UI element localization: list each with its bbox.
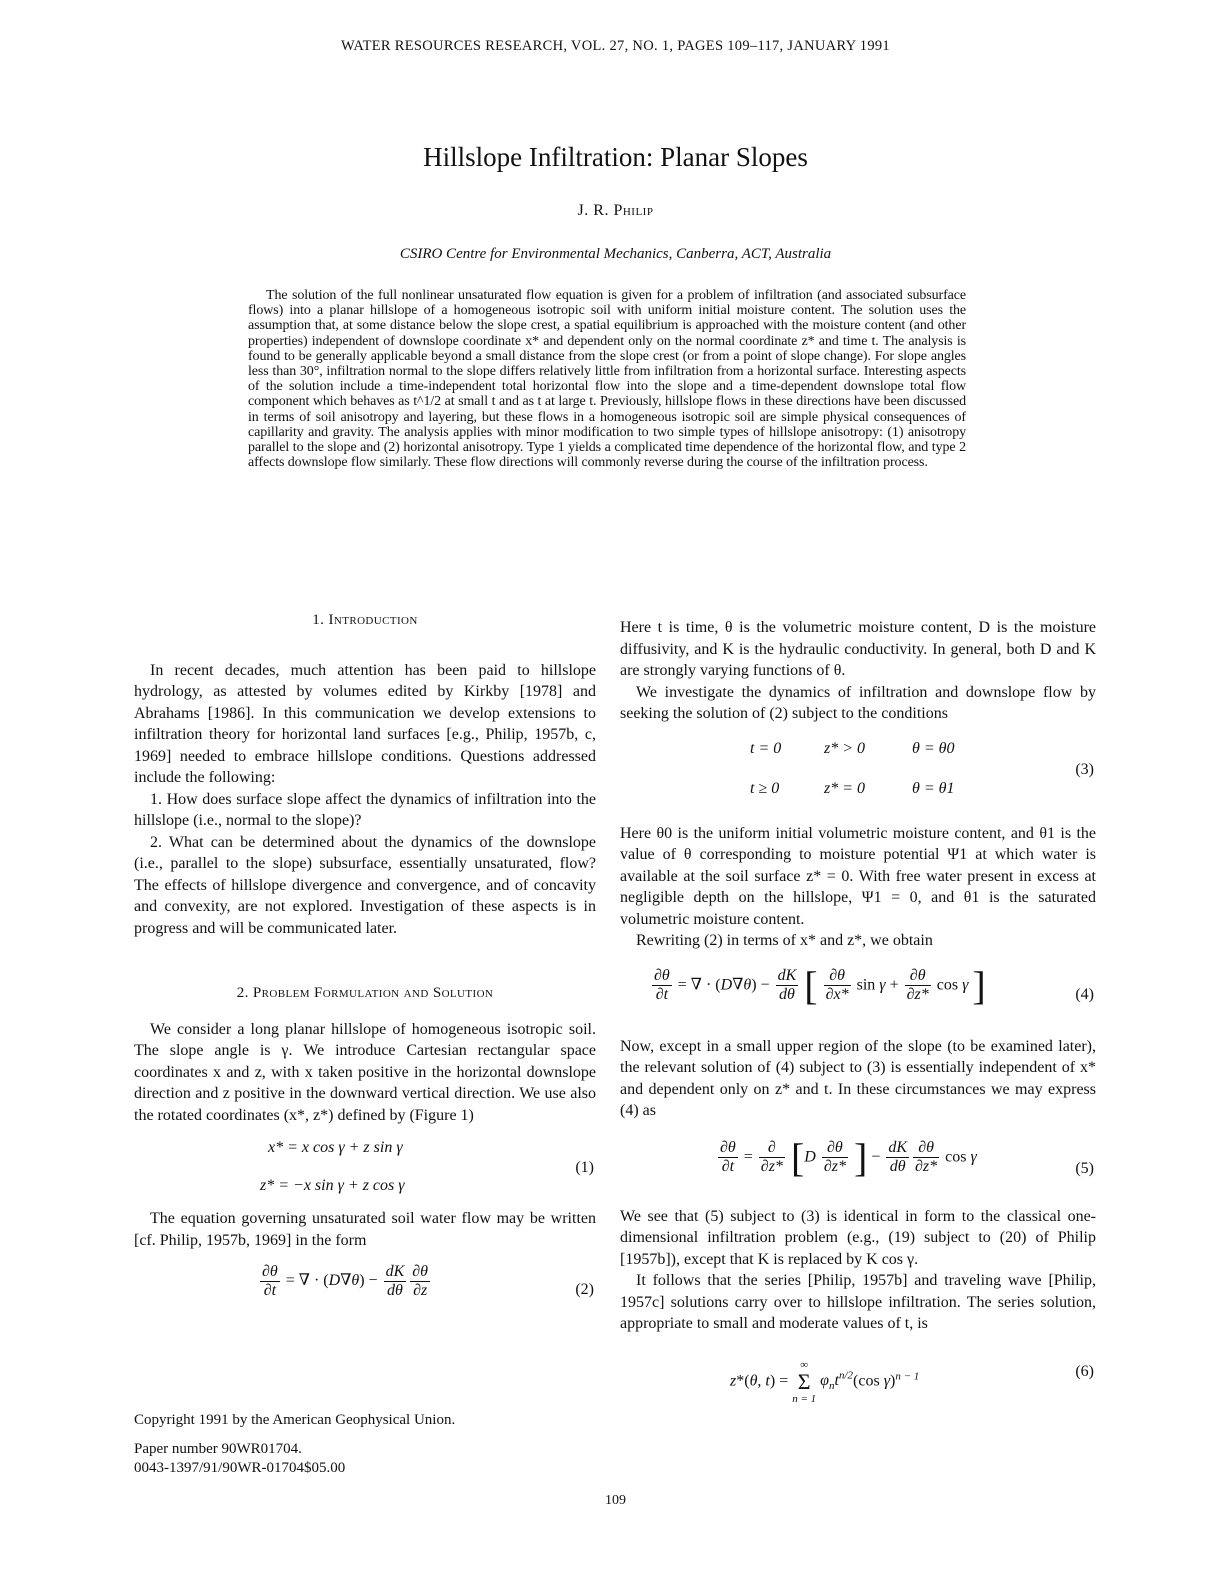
affiliation: CSIRO Centre for Environmental Mechanics, Canberra, ACT, Australia [399, 246, 832, 262]
paragraph: 2. What can be determined about the dynamics of the downslope (i.e., parallel to the slope) subsurface, essentially unsaturated, flow? The effects of hillslope divergence and convergence, and of concavity and convexity, are not explored. Investigation of these aspects is in progress and will be communicated later. [134, 833, 596, 937]
right-column [620, 617, 1096, 1403]
section-heading-problem: 2. Problem Formulation and Solution [236, 985, 494, 1001]
journal-header: WATER RESOURCES RESEARCH, VOL. 27, NO. 1, PAGES 109–117, JANUARY 1991 [341, 38, 890, 54]
copyright-note: Copyright 1991 by the American Geophysical Union. [134, 1412, 456, 1428]
paragraph: Rewriting (2) in terms of x* and z*, we obtain [636, 932, 933, 949]
paragraph: 1. How does surface slope affect the dynamics of infiltration into the hillslope (i.e., normal to the slope)? [134, 790, 596, 829]
equation-4: $\frac{\partial\theta}{\partial t}$ = ∇ · (D∇θ) − $\frac{dK}{d\theta}$ [ $\frac{\partial\theta}{\partial x*}$ sin γ + $\frac{\partial\theta}{\partial z*}$ cos γ ] (4) [654, 962, 1094, 1008]
paragraph: We investigate the dynamics of infiltration and downslope flow by seeking the solution of (2) subject to the conditions [620, 683, 1096, 722]
paragraph: In recent decades, much attention has been paid to hillslope hydrology, as attested by volumes edited by Kirkby [1978] and Abrahams [1986]. In this communication we develop extensions to infiltration theory for horizontal land surfaces [e.g., Philip, 1957b, c, 1969] needed to embrace hillslope conditions. Questions addressed include the following: [134, 661, 596, 786]
equation-3: t = 0 z* > 0 θ = θ0 t ≥ 0 z* = 0 θ = θ1 (3) [750, 739, 1094, 797]
paragraph: Here θ0 is the uniform initial volumetric moisture content, and θ1 is the value of θ corresponding to moisture potential Ψ1 at which water is available at the soil surface z* = 0. With free water present in excess at negligible depth on the hillslope, Ψ1 = 0, and θ1 is the saturated volumetric moisture content. [620, 824, 1096, 928]
paragraph: We consider a long planar hillslope of homogeneous isotropic soil. The slope angle is γ. We introduce Cartesian rectangular space coordinates x and z, with x taken positive in the horizontal downslope direction and z positive in the downward vertical direction. We use also the rotated coordinates (x*, z*) defined by (Figure 1) [134, 1020, 596, 1124]
paragraph: We see that (5) subject to (3) is identical in form to the classical one-dimensional infiltration problem (e.g., (19) subject to (20) of Philip [1957b]), except that K is replaced by K cos γ. [620, 1207, 1096, 1268]
equation-1: x* = x cos γ + z sin γ z* = −x sin γ + z cos γ (1) [260, 1139, 594, 1194]
page-number: 109 [605, 1493, 626, 1508]
equation-2: $\frac{\partial\theta}{\partial t}$ = ∇ · (D∇θ) − $\frac{dK}{d\theta}$ $\frac{\partial\theta}{\partial z}$ (2) [262, 1263, 594, 1299]
equation-5: $\frac{\partial\theta}{\partial t}$ = $\frac{\partial}{\partial z*}$ [D $\frac{\partial\theta}{\partial z*}$ ] − $\frac{dK}{d\theta}$ $\frac{\partial\theta}{\partial z*}$ cos γ (5) [720, 1134, 1094, 1180]
paragraph: Here t is time, θ is the volumetric moisture content, D is the moisture diffusivity, and K is the hydraulic conductivity. In general, both D and K are strongly varying functions of θ. [620, 619, 1096, 679]
abstract: The solution of the full nonlinear unsaturated flow equation is given for a problem of infiltration (and associated subsurface flows) into a planar hillslope of a homogeneous isotropic soil with uniform initial moisture content. The solution uses the assumption that, at some distance below the slope crest, a spatial equilibrium is approached with the moisture content (and other properties) independent of downslope coordinate x* and dependent only on the normal coordinate z* and time t. The analysis is found to be generally applicable beyond a small distance from the slope crest (or from a point of slope change). For slope angles less than 30°, infiltration normal to the slope differs relatively little from infiltration from a horizontal surface. Interesting aspects of the solution include a time-independent total horizontal flow into the slope and a time-dependent downslope total flow component which behaves as t^1/2 at small t and as t at large t. Previously, hillslope flows in these directions have been discussed in terms of soil anisotropy and layering, but these flows in a homogeneous isotropic soil are simple physical consequences of capillarity and gravity. The analysis applies with minor modification to two simple types of hillslope anisotropy: (1) anisotropy parallel to the slope and (2) horizontal anisotropy. Type 1 yields a complicated time dependence of the horizontal flow, and type 2 affects downslope flow similarly. These flow directions will commonly reverse during the course of the infiltration process. [248, 288, 966, 471]
left-column [134, 610, 596, 1321]
author-name: J. R. Philip [577, 202, 654, 219]
equation-6: z*(θ, t) = ∞ Σ n = 1 $\varphi_nt^{n/2}(\cos$ γ)$^{n - 1}$ (6) [730, 1358, 1094, 1405]
paper-code: 0043-1397/91/90WR-01704$05.00 [134, 1460, 346, 1476]
paragraph: Now, except in a small upper region of the slope (to be examined later), the relevant solution of (4) subject to (3) is essentially independent of x* and dependent only on z* and t. In these circumstances we may express (4) as [620, 1037, 1096, 1119]
paragraph: The equation governing unsaturated soil water flow may be written [cf. Philip, 1957b, 1969] in the form [134, 1210, 596, 1249]
article-title: Hillslope Infiltration: Planar Slopes [423, 142, 808, 172]
paper-number: Paper number 90WR01704. [134, 1441, 302, 1457]
paragraph: It follows that the series [Philip, 1957b] and traveling wave [Philip, 1957c] solutions carry over to hillslope infiltration. The series solution, appropriate to small and moderate values of t, is [620, 1272, 1096, 1332]
section-heading-introduction: 1. Introduction [312, 612, 418, 628]
